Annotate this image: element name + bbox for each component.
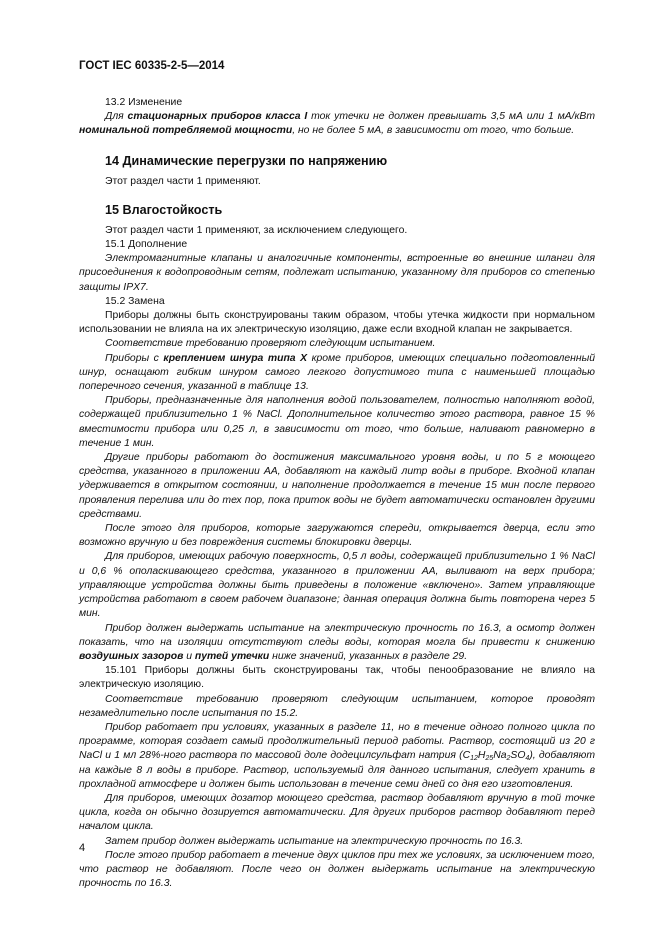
clause-15-2-text: Приборы должны быть сконструированы таким образом, чтобы утечка жидкости при нормальном использовании не влияла на их электрическую изоляцию, даже если входной клапан не закрывается.: [79, 310, 595, 336]
subscript: 4: [525, 755, 530, 763]
text-run: ток утечки не должен превышать 3,5 мА или 1 мА/кВт: [307, 111, 595, 123]
clause-15-101-text: 15.101 Приборы должны быть сконструированы так, чтобы пенообразование не влияло на электрическую изоляцию.: [79, 665, 595, 691]
text-run: ), добавляют на каждые 8 л воды в приборе. Раствор, используемый для данного испытания, следует хранить в прохладной атмосфере и должен быть использован в течение семи дней со дня его изготовления.: [79, 750, 595, 790]
text-run: H: [477, 750, 486, 762]
text-run: SO: [510, 750, 526, 762]
subscript: 12: [470, 755, 478, 763]
bold-term: воздушных зазоров: [79, 650, 184, 662]
page-number: 4: [79, 842, 86, 854]
text-run: Прибор должен выдержать испытание на электрическую прочность по 16.3, а осмотр должен показать, что на изоляции отсутствуют следы воды, которая могла бы привести к снижению: [79, 622, 595, 648]
document-header: ГОСТ IEC 60335-2-5—2014: [79, 60, 225, 72]
text-run: кроме приборов, имеющих специально подготовленный шнур, оснащают гибким шнуром самого легкого допустимого типа с наименьшей площадью поперечного сечения, указанной в таблице 13.: [79, 352, 596, 393]
text-run: ниже значений, указанных в разделе 29.: [269, 650, 468, 662]
bold-term: креплением шнура типа X: [163, 352, 308, 364]
compliance-note: Соответствие требованию проверяют следующим испытанием.: [105, 338, 436, 350]
text-run: Для: [105, 111, 128, 123]
section-15-heading: 15 Влагостойкость: [105, 202, 223, 217]
bold-term: номинальной потребляемой мощности: [79, 125, 293, 137]
paragraph-work-surface: Для приборов, имеющих рабочую поверхность, 0,5 л воды, содержащей приблизительно 1 % NaCl и 0,6 % ополаскивающего средства, указанного в приложении АА, выливают на верх прибора; управляющие устройства должны быть приведены в положение «включено». Затем управляющие устройства работают в своем рабочем диапазоне; данная операция должна быть повторена через 5 мин.: [79, 551, 595, 620]
text-run: Приборы с: [105, 352, 164, 364]
paragraph-cord-attachment: [79, 352, 595, 395]
paragraph-then: Затем прибор должен выдержать испытание на электрическую прочность по 16.3.: [105, 835, 524, 847]
paragraph-front-loading: После этого для приборов, которые загружаются спереди, открывается дверца, если это возможно вручную и без повреждения системы блокировки дверцы.: [79, 523, 595, 549]
paragraph-electric-strength: [79, 622, 595, 665]
text-run: и: [183, 650, 195, 662]
text-run: , но не более 5 мА, в зависимости от того, что больше.: [292, 125, 575, 137]
paragraph-two-cycles: После этого прибор работает в течение двух циклов при тех же условиях, за исключением того, что раствор не добавляют. После чего он должен выдержать испытание на электрическую прочность по 16.3.: [79, 849, 595, 890]
clause-15-1-heading: 15.1 Дополнение: [105, 239, 188, 251]
page-content: [79, 96, 595, 891]
compliance-note-15-101: Соответствие требованию проверяют следующим испытанием, которое проводят незамедлительно после испытания по 15.2.: [79, 693, 595, 719]
clause-15-2-heading: 15.2 Замена: [105, 295, 165, 307]
section-14-heading: 14 Динамические перегрузки по напряжению: [105, 153, 388, 168]
subscript: 25: [485, 755, 494, 763]
section-15-intro: Этот раздел части 1 применяют, за исключением следующего.: [105, 224, 408, 236]
clause-13-2-heading: 13.2 Изменение: [105, 97, 183, 108]
section-14-text: Этот раздел части 1 применяют.: [105, 175, 261, 187]
clause-15-1-text: Электромагнитные клапаны и аналогичные компоненты, встроенные во внешние шланги для присоединения к водопроводным сетям, подлежат испытанию, указанному для приборов со степенью защиты IPX7.: [79, 253, 595, 293]
bold-term: стационарных приборов класса I: [127, 111, 308, 123]
paragraph-filling: Приборы, предназначенные для наполнения водой пользователем, полностью наполняют водой, содержащей приблизительно 1 % NaCl. Дополнительное количество этого раствора, равное 15 % вместимости прибора или 0,25 л, в зависимости от того, что больше, наливают равномерно в течение 1 мин.: [79, 395, 595, 449]
bold-term: путей утечки: [194, 650, 270, 662]
paragraph-solution: [79, 721, 595, 792]
text-run: Na: [493, 750, 507, 762]
clause-13-2-text: [79, 110, 595, 138]
subscript: 2: [506, 755, 511, 763]
text-run: Прибор работает при условиях, указанных в разделе 11, но в течение одного полного цикла по программе, которая создает самый продолжительный период работы. Раствор, состоящий из 20 г NaCl и 1 мл 28%-ного раствора по массовой доле додецилсульфат натрия (C: [79, 721, 595, 762]
paragraph-other-appliances: Другие приборы работают до достижения максимального уровня воды, и по 5 г моющего средства, указанного в приложении АА, добавляют на каждый литр воды в приборе. Входной клапан удерживается в открытом состоянии, и наполнение продолжается в течение 15 мин после первого проявления перелива или до тех пор, пока приток воды не будет автоматически остановлен другими средствами.: [79, 452, 595, 520]
paragraph-dispenser: Для приборов, имеющих дозатор моющего средства, раствор добавляют вручную в той точке цикла, когда он обычно дозируется автоматически. Для других приборов раствор добавляют перед началом цикла.: [79, 792, 595, 833]
